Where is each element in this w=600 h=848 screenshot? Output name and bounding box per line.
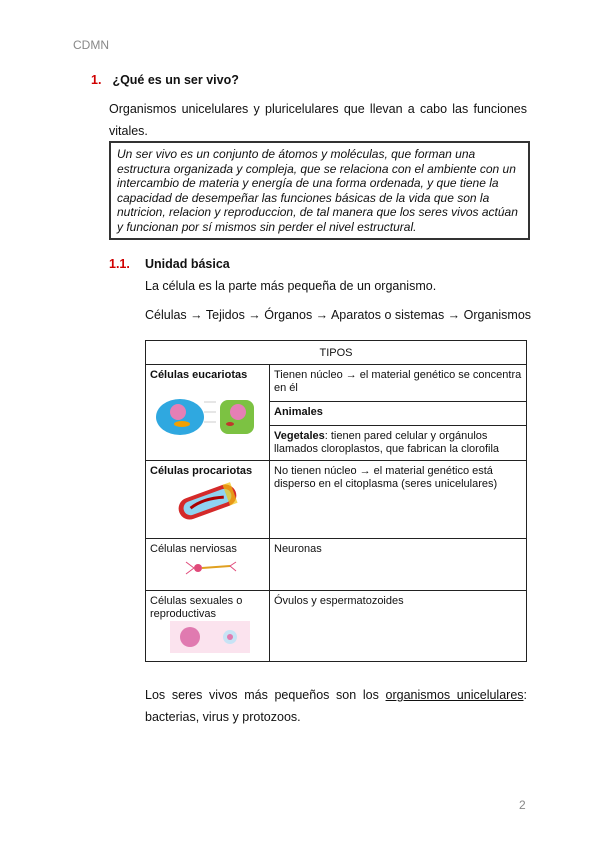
definition-box: Un ser vivo es un conjunto de átomos y moléculas, que forman una estructura organizada y compleja, que se relaciona con el ambiente con un intercambio de materia y energía de una forma ordenada, y que tiene la capacidad de desempeñar las funciones básicas de la vida que son la nutricion, relacion y reproduccion, de tal manera que los seres vivos actúan y funcionan por sí mismos sin perder el nivel estructural. xyxy=(109,141,530,240)
eukaryote-cell xyxy=(146,365,270,461)
hierarchy-line: Células → Tejidos → Órganos → Aparatos o sistemas → Organismos xyxy=(145,308,532,322)
prokaryote-label: Células procariotas xyxy=(150,465,253,477)
subsection-title: Unidad básica xyxy=(145,257,230,271)
prokaryote-cell xyxy=(146,461,270,539)
subsection-heading xyxy=(109,257,230,271)
cell-types-table xyxy=(145,340,527,662)
paragraph: Organismos unicelulares y pluricelulares que llevan a cabo las funciones vitales. xyxy=(109,102,527,138)
page-number: 2 xyxy=(519,798,526,812)
plants-text: : tienen pared celular y orgánulos llamados cloroplastos, que fabrican la clorofila xyxy=(274,430,500,455)
sex-cell-label: Células sexuales o reproductivas xyxy=(150,595,243,620)
plants-label: Vegetales xyxy=(274,430,325,442)
plants-desc xyxy=(270,426,527,461)
paragraph: La célula es la parte más pequeña de un organismo. xyxy=(145,279,437,293)
eukaryote-label: Células eucariotas xyxy=(150,369,248,381)
prokaryote-desc: No tienen núcleo → el material genético está disperso en el citoplasma (seres unicelulares) xyxy=(270,461,527,539)
closing-paragraph xyxy=(145,684,527,728)
sex-cell xyxy=(146,591,270,662)
section-title: ¿Qué es un ser vivo? xyxy=(112,73,239,87)
nerve-desc: Neuronas xyxy=(270,539,527,591)
sex-cell-desc: Óvulos y espermatozoides xyxy=(270,591,527,662)
gametes-image xyxy=(150,621,258,653)
section-number: 1. xyxy=(91,73,102,87)
nerve-label: Células nerviosas xyxy=(150,543,237,555)
eukaryote-cells-image xyxy=(150,382,258,442)
section-heading xyxy=(91,73,239,87)
nerve-cell xyxy=(146,539,270,591)
closing-text: Los seres vivos más pequeños son los xyxy=(145,688,386,702)
eukaryote-desc: Tienen núcleo → el material genético se concentra en él xyxy=(270,365,527,402)
prokaryote-image xyxy=(150,478,258,526)
table-header: TIPOS xyxy=(146,341,527,365)
animals-label: Animales xyxy=(270,402,527,426)
neuron-image xyxy=(150,556,258,580)
subsection-number: 1.1. xyxy=(109,257,130,271)
underlined-term: organismos unicelulares xyxy=(385,688,524,702)
page-header: CDMN xyxy=(73,38,109,52)
closing-text-end: : bacterias, virus y protozoos. xyxy=(145,688,527,724)
